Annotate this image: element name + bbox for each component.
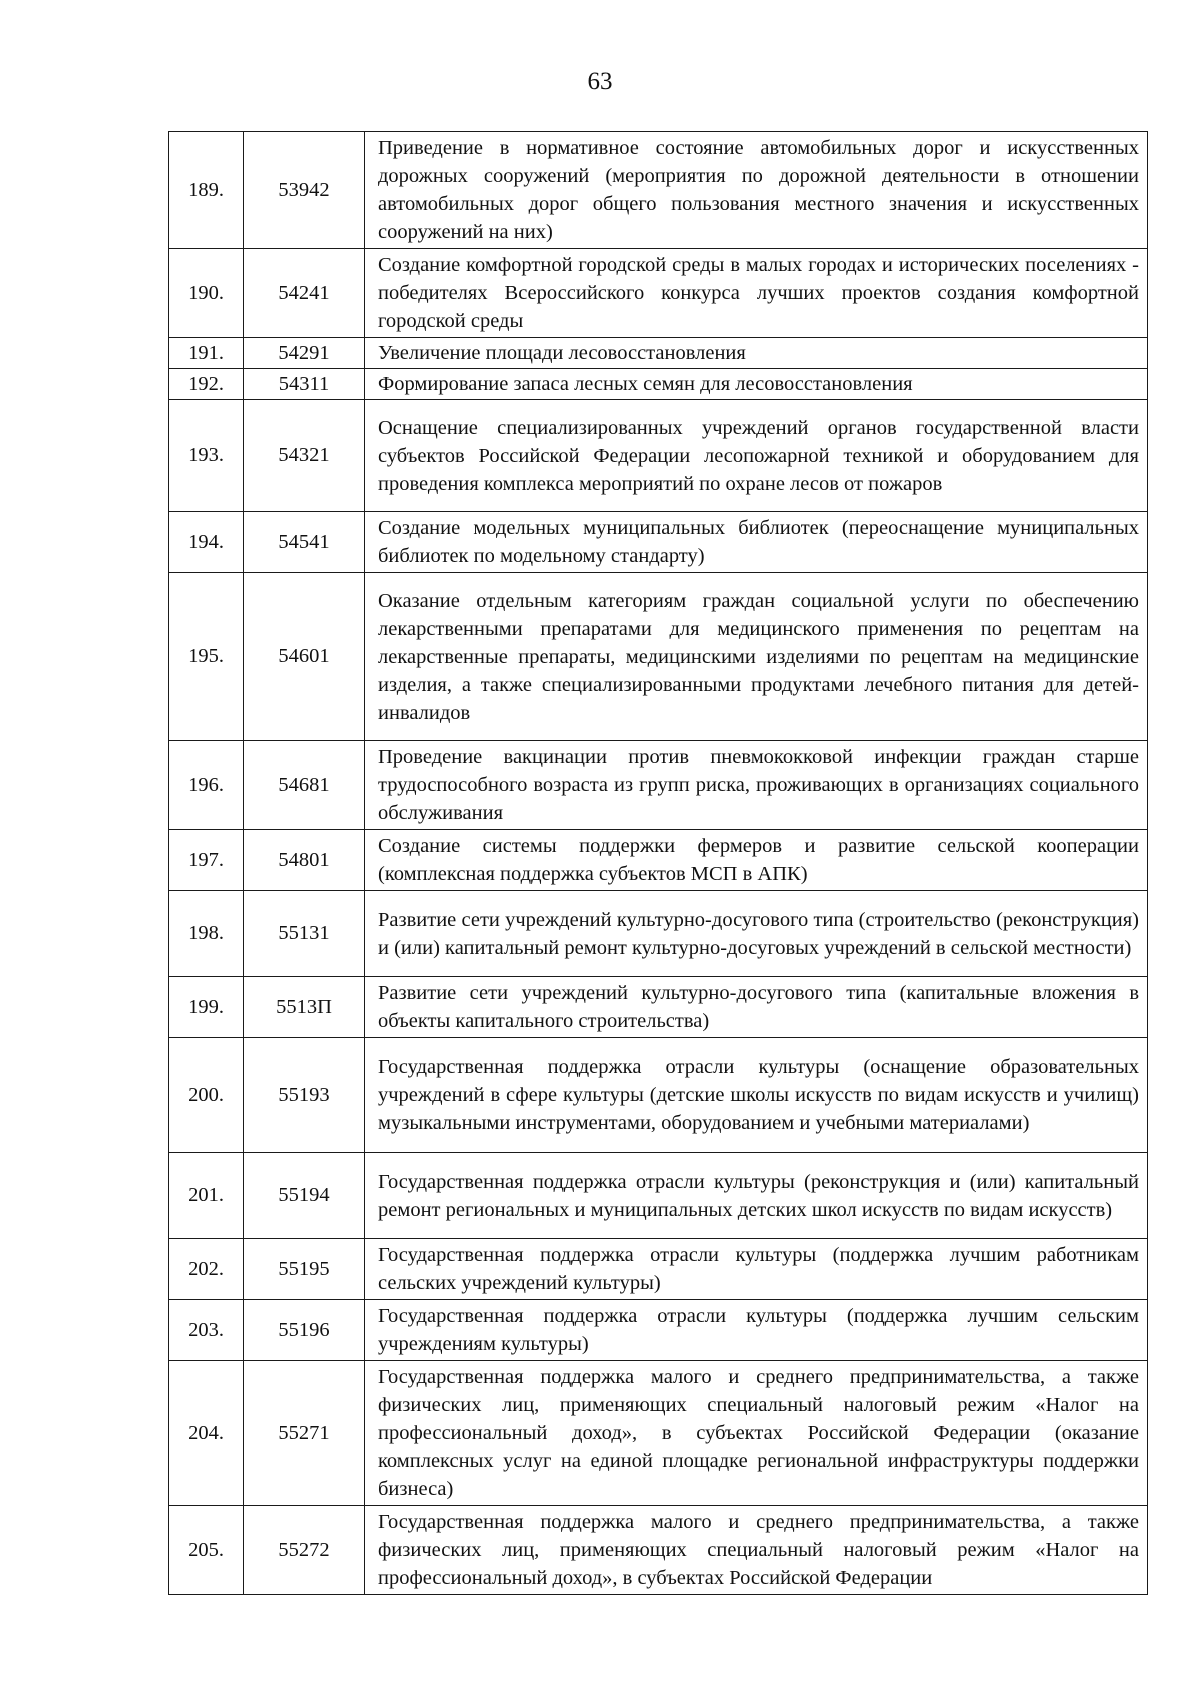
row-description: Оказание отдельным категориям граждан социальной услуги по обеспечению лекарственными препаратами для медицинского применения по рецептам на лекарственные препараты, медицинскими изделиями по рецептам на медицинские изделия, а также специализированными продуктами лечебного питания для детей-инвалидов <box>365 573 1148 741</box>
row-description: Государственная поддержка отрасли культуры (оснащение образовательных учреждений в сфере культуры (детские школы искусств по видам искусств и училищ) музыкальными инструментами, оборудованием и учебными материалами) <box>365 1038 1148 1153</box>
row-number: 196. <box>169 741 244 830</box>
table-row <box>169 132 1148 249</box>
row-description: Увеличение площади лесовосстановления <box>365 338 1148 369</box>
row-code: 54311 <box>244 369 365 400</box>
row-code: 54241 <box>244 249 365 338</box>
row-number: 200. <box>169 1038 244 1153</box>
table-row <box>169 249 1148 338</box>
row-code: 55196 <box>244 1300 365 1361</box>
table-row <box>169 512 1148 573</box>
table-row <box>169 741 1148 830</box>
row-number: 195. <box>169 573 244 741</box>
table-row <box>169 1153 1148 1239</box>
row-code: 55271 <box>244 1361 365 1506</box>
row-description: Государственная поддержка малого и среднего предпринимательства, а также физических лиц, применяющих специальный налоговый режим «Налог на профессиональный доход», в субъектах Российской Федерации <box>365 1506 1148 1595</box>
row-code: 55193 <box>244 1038 365 1153</box>
row-code: 54681 <box>244 741 365 830</box>
row-number: 198. <box>169 891 244 977</box>
row-description: Создание системы поддержки фермеров и развитие сельской кооперации (комплексная поддержка субъектов МСП в АПК) <box>365 830 1148 891</box>
row-number: 189. <box>169 132 244 249</box>
row-number: 203. <box>169 1300 244 1361</box>
table-row <box>169 1300 1148 1361</box>
table-row <box>169 891 1148 977</box>
row-number: 199. <box>169 977 244 1038</box>
row-code: 55131 <box>244 891 365 977</box>
row-description: Создание модельных муниципальных библиотек (переоснащение муниципальных библиотек по модельному стандарту) <box>365 512 1148 573</box>
row-number: 197. <box>169 830 244 891</box>
row-description: Государственная поддержка отрасли культуры (поддержка лучшим сельским учреждениям культуры) <box>365 1300 1148 1361</box>
table-row <box>169 1038 1148 1153</box>
row-description: Развитие сети учреждений культурно-досугового типа (строительство (реконструкция) и (или) капитальный ремонт культурно-досуговых учреждений в сельской местности) <box>365 891 1148 977</box>
row-number: 202. <box>169 1239 244 1300</box>
row-description: Приведение в нормативное состояние автомобильных дорог и искусственных дорожных сооружений (мероприятия по дорожной деятельности в отношении автомобильных дорог общего пользования местного значения и искусственных сооружений на них) <box>365 132 1148 249</box>
row-description: Оснащение специализированных учреждений органов государственной власти субъектов Российской Федерации лесопожарной техникой и оборудованием для проведения комплекса мероприятий по охране лесов от пожаров <box>365 400 1148 512</box>
table-row <box>169 830 1148 891</box>
table-row <box>169 977 1148 1038</box>
row-code: 54321 <box>244 400 365 512</box>
row-code: 54291 <box>244 338 365 369</box>
row-code: 53942 <box>244 132 365 249</box>
measures-table <box>168 131 1148 1595</box>
row-description: Создание комфортной городской среды в малых городах и исторических поселениях - победителях Всероссийского конкурса лучших проектов создания комфортной городской среды <box>365 249 1148 338</box>
row-description: Государственная поддержка малого и среднего предпринимательства, а также физических лиц, применяющих специальный налоговый режим «Налог на профессиональный доход», в субъектах Российской Федерации (оказание комплексных услуг на единой площадке региональной инфраструктуры поддержки бизнеса) <box>365 1361 1148 1506</box>
row-number: 201. <box>169 1153 244 1239</box>
row-number: 205. <box>169 1506 244 1595</box>
row-description: Проведение вакцинации против пневмококковой инфекции граждан старше трудоспособного возраста из групп риска, проживающих в организациях социального обслуживания <box>365 741 1148 830</box>
table-row <box>169 1506 1148 1595</box>
table-row <box>169 573 1148 741</box>
row-description: Государственная поддержка отрасли культуры (поддержка лучшим работникам сельских учреждений культуры) <box>365 1239 1148 1300</box>
row-code: 55194 <box>244 1153 365 1239</box>
row-description: Государственная поддержка отрасли культуры (реконструкция и (или) капитальный ремонт региональных и муниципальных детских школ искусств по видам искусств) <box>365 1153 1148 1239</box>
row-description: Развитие сети учреждений культурно-досугового типа (капитальные вложения в объекты капитального строительства) <box>365 977 1148 1038</box>
table-row <box>169 1361 1148 1506</box>
row-code: 5513П <box>244 977 365 1038</box>
table-row <box>169 400 1148 512</box>
row-number: 204. <box>169 1361 244 1506</box>
row-code: 55272 <box>244 1506 365 1595</box>
row-code: 54541 <box>244 512 365 573</box>
row-number: 192. <box>169 369 244 400</box>
table-row <box>169 369 1148 400</box>
table-row <box>169 1239 1148 1300</box>
table-row <box>169 338 1148 369</box>
row-number: 193. <box>169 400 244 512</box>
row-number: 194. <box>169 512 244 573</box>
row-code: 54601 <box>244 573 365 741</box>
row-code: 55195 <box>244 1239 365 1300</box>
row-description: Формирование запаса лесных семян для лесовосстановления <box>365 369 1148 400</box>
row-code: 54801 <box>244 830 365 891</box>
row-number: 190. <box>169 249 244 338</box>
row-number: 191. <box>169 338 244 369</box>
page-number: 63 <box>587 68 613 95</box>
